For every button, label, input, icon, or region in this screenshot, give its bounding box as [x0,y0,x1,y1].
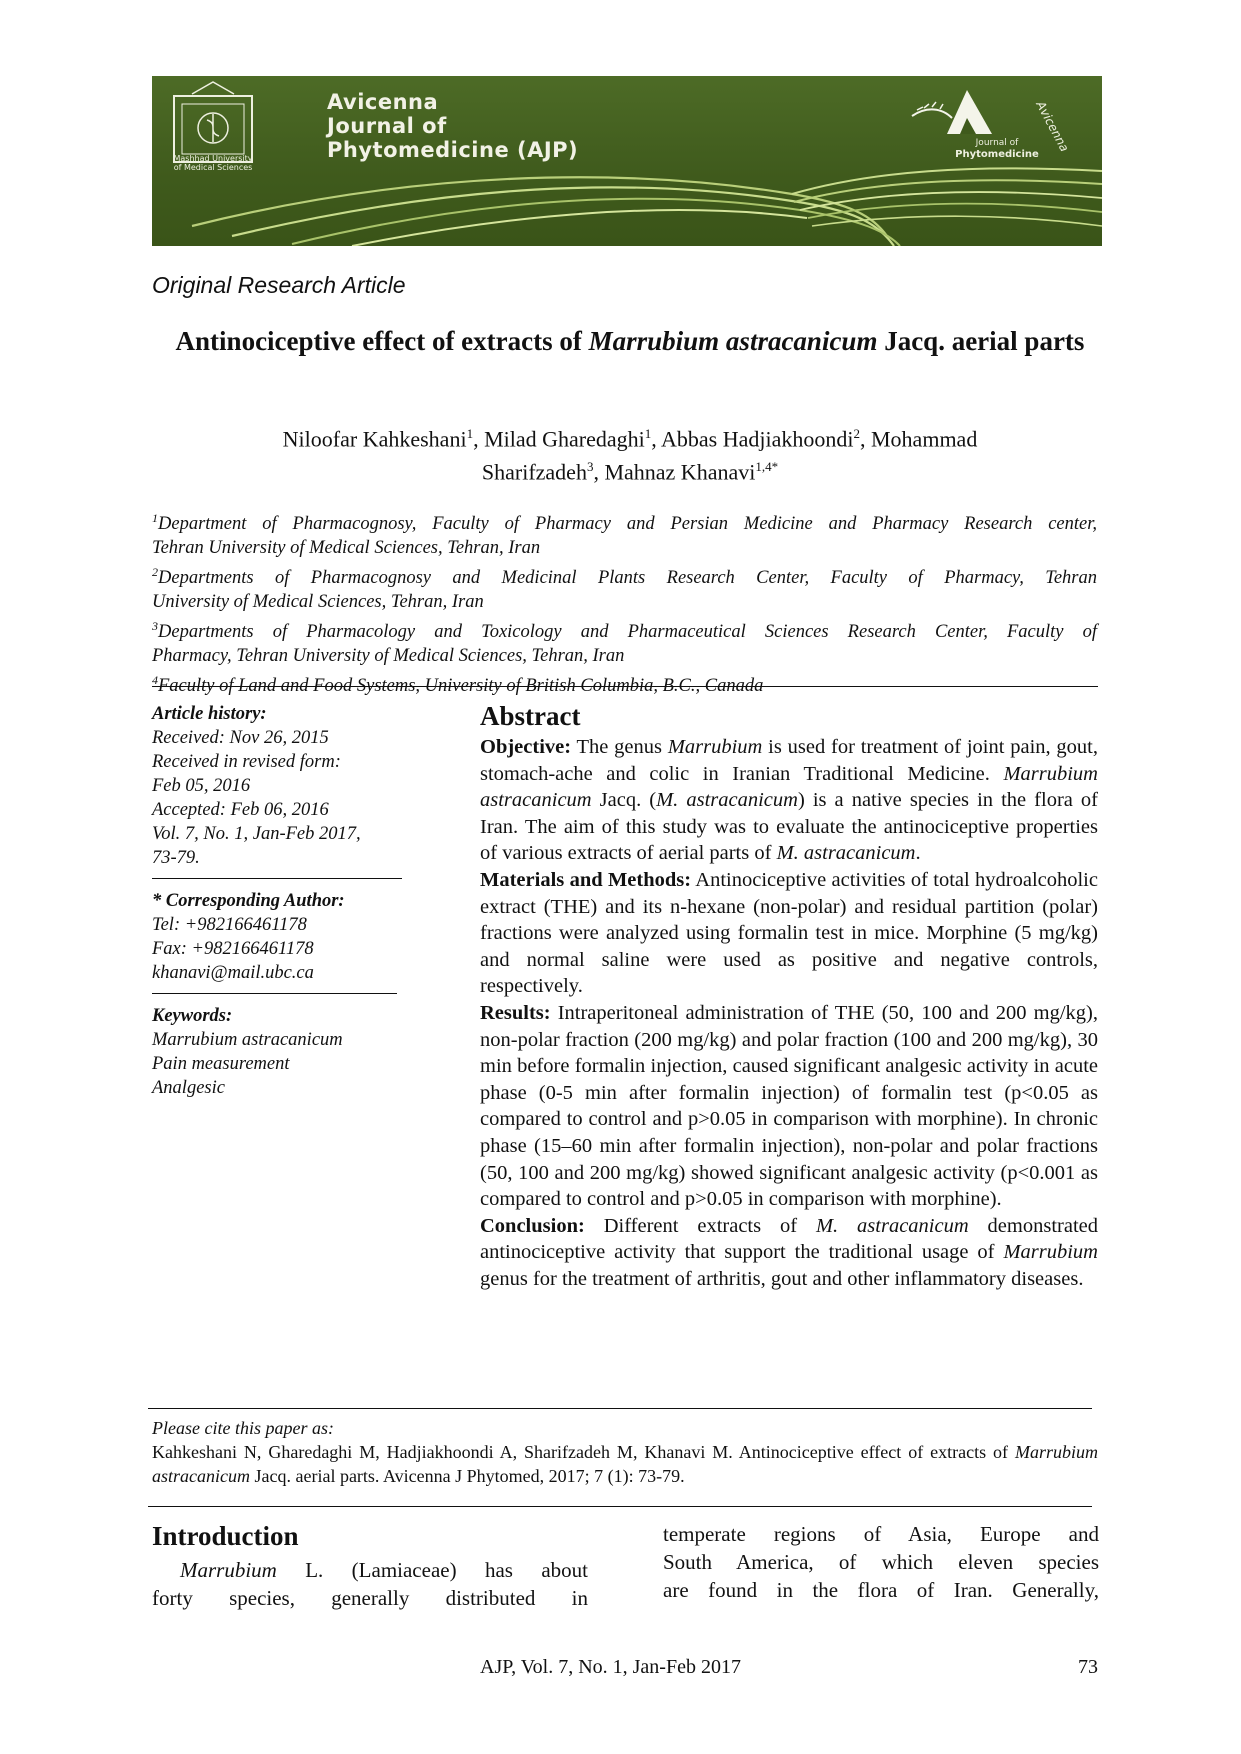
author-name: Niloofar Kahkeshani [282,426,467,452]
banner-title-line-3: Phytomedicine (AJP) [327,138,579,162]
citation-heading: Please cite this paper as: [152,1418,334,1438]
author-line: Niloofar Kahkeshani$^1$, Milad Gharedaghi$^1$, Abbas Hadjiakhoondi$^2$, Mohammad [282,426,978,452]
banner-swoosh-graphic [152,76,1102,246]
author-name: Milad Gharedaghi [484,426,645,452]
footer-journal-info: AJP, Vol. 7, No. 1, Jan-Feb 2017 [480,1656,741,1678]
author-list [200,420,1060,487]
intro-line: are found in the flora of Iran. Generally, [663,1578,1099,1602]
university-logo-icon [174,82,252,162]
italic-text: Marrubium [667,736,763,758]
history-entry: Vol. 7, No. 1, Jan-Feb 2017, [152,824,361,844]
affiliation-line: Tehran University of Medical Sciences, Tehran, Iran [152,538,541,559]
italic-text: Marrubium [1003,1241,1098,1264]
italic-text: M. astracanicum [776,842,916,865]
author-affiliation-mark: 2 [853,426,860,441]
journal-banner [152,76,1102,246]
history-entry: Accepted: Feb 06, 2016 [152,800,329,820]
author-name: Mahnaz Khanavi [604,459,756,485]
affiliations [152,506,1097,699]
abstract-objective: Objective: The genus Marrubium is used for treatment of joint pain, gout, stomach-ache and colic in Iranian Traditional Medicine. Marrubium astracanicum Jacq. (M. astracanicum) is a native species in the flora of Iran. The aim of this study was to evaluate the antinociceptive properties of various extracts of aerial parts of M. astracanicum. [480,736,1099,865]
keywords-heading: Keywords: [152,1006,233,1026]
article-history [152,726,422,870]
keyword: Analgesic [152,1078,225,1098]
intro-line: forty species, generally distributed in [152,1586,588,1610]
abstract [480,700,1098,1292]
article-type: Original Research Article [152,272,406,298]
corresponding-author [152,913,422,985]
italic-text: M. astracanicum [815,1214,969,1237]
banner-title-line-1: Avicenna [327,90,439,114]
divider [148,1408,1092,1409]
divider [152,686,1098,687]
citation-text: Kahkeshani N, Gharedaghi M, Hadjiakhoondi A, Sharifzadeh M, Khanavi M. Antinociceptive effect of extracts of Marrubium astracanicum Jacq. aerial parts. Avicenna J Phytomed, 2017; 7 (1): 73-79. [152,1442,1098,1486]
history-heading: Article history: [152,704,267,724]
contact-entry: khanavi@mail.ubc.ca [152,963,314,983]
history-entry: 73-79. [152,848,200,868]
avicenna-logo-icon [912,90,992,134]
keywords [152,1028,422,1100]
author-affiliation-mark: 3 [586,459,594,475]
introduction-heading: Introduction [152,1521,299,1551]
abstract-methods: Materials and Methods: Antinociceptive activities of total hydroalcoholic extract (THE) and its n-hexane (non-polar) and residual partition (polar) fractions were analyzed using formalin test in mice. Morphine (5 mg/kg) and normal saline were used as positive and negative controls, respectively. [480,868,1098,998]
history-entry: Received: Nov 26, 2015 [152,728,329,748]
affiliation-line: Pharmacy, Tehran University of Medical Sciences, Tehran, Iran [152,646,625,667]
italic-text: Marrubium astracanicum [152,1442,1098,1486]
introduction-right-column [663,1520,1099,1604]
divider [152,993,397,994]
affiliation-mark: 3 [152,619,158,634]
author-name: Sharifzadeh [481,459,587,485]
history-entry: Feb 05, 2016 [152,776,251,796]
affiliation-mark: 1 [152,511,158,525]
history-entry: Received in revised form: [152,752,341,772]
banner-title-line-2: Journal of [327,114,447,138]
page-number: 73 [1078,1656,1098,1678]
avicenna-logo-text: Avicenna [1033,98,1072,155]
affiliation-line: $^2$Departments of Pharmacognosy and Medicinal Plants Research Center, Faculty of Pharmacy, Tehran [152,565,1097,589]
keyword: Marrubium astracanicum [152,1030,343,1050]
divider [152,878,402,879]
contact-entry: Tel: +982166461178 [152,915,307,935]
italic-text: Marrubium astracanicum [480,762,1098,812]
affiliation-line: $^1$Department of Pharmacognosy, Faculty of Pharmacy and Persian Medicine and Pharmacy Research center, [152,511,1097,535]
intro-line: South America, of which eleven species [663,1550,1099,1574]
corresponding-heading: * Corresponding Author: [152,891,345,911]
abstract-conclusion: Conclusion: Different extracts of M. astracanicum demonstrated antinociceptive activity that support the traditional usage of Marrubium genus for the treatment of arthritis, gout and other inflammatory diseases. [480,1214,1098,1290]
university-logo-caption: Mashhad University of Medical Sciences [173,154,253,172]
citation-block [152,1416,1098,1488]
italic-text: M. astracanicum [656,789,798,812]
abstract-results: Results: Intraperitoneal administration of THE (50, 100 and 200 mg/kg), non-polar fraction (200 mg/kg) and polar fraction (100 and 200 mg/kg), 30 min before formalin injection, caused significant analgesic activity in acute phase (0-5 min after formalin injection) of formalin test (p<0.05 as compared to control and p>0.05 in comparison with morphine). In chronic phase (15–60 min after formalin injection), non-polar and polar fractions (50, 100 and 200 mg/kg) showed significant analgesic activity (p<0.001 as compared to control and p>0.05 in comparison with morphine). [480,1001,1098,1211]
intro-line: temperate regions of Asia, Europe and [663,1522,1099,1546]
intro-line: Marrubium L. (Lamiaceae) has about [180,1558,588,1582]
author-affiliation-mark: 1 [644,426,652,441]
affiliation-line: $^3$Departments of Pharmacology and Toxicology and Pharmaceutical Sciences Research Center, Faculty of [152,619,1097,643]
author-affiliation-mark: 1,4* [755,459,779,475]
author-affiliation-mark: 1 [466,426,474,441]
affiliation-mark: 4 [152,673,158,688]
abstract-heading: Abstract [480,701,581,731]
affiliation-mark: 2 [152,565,158,580]
keyword: Pain measurement [152,1054,290,1074]
affiliation-line: $^4$Faculty of Land and Food Systems, University of British Columbia, B.C., Canada [152,673,764,697]
contact-entry: Fax: +982166461178 [152,939,314,959]
affiliation-line: University of Medical Sciences, Tehran, Iran [152,592,484,613]
divider [148,1506,1092,1507]
author-name: , Mohammad [860,426,978,452]
article-info-sidebar [152,702,422,1100]
author-name: Abbas Hadjiakhoondi [661,426,854,452]
paper-title: Antinociceptive effect of extracts of Marrubium astracanicum Jacq. aerial parts [175,326,1085,356]
avicenna-logo-caption: Journal of Phytomedicine [955,138,1039,160]
author-line: Sharifzadeh$^3$, Mahnaz Khanavi$^{1,4*}$ [481,459,779,485]
introduction-left-column [152,1520,588,1612]
